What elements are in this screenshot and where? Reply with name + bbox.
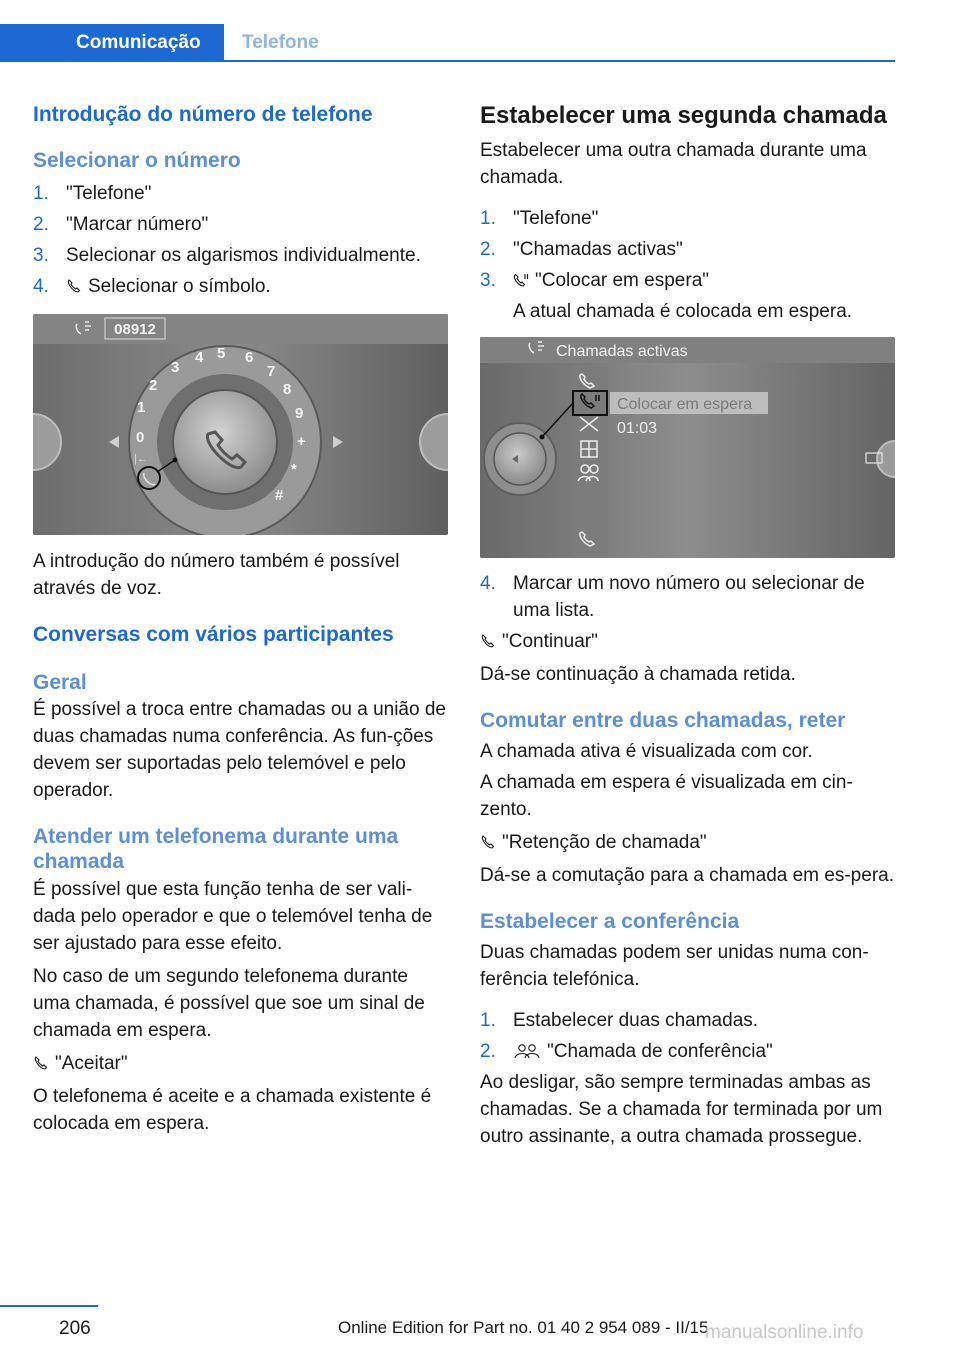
- tab-telefone[interactable]: Telefone: [242, 32, 319, 53]
- svg-text:5[interactable]: 5: [217, 345, 226, 362]
- answer-text-2: No caso de um segundo telefonema durante uma chamada, é possível que soe um sinal de chamada em espera.: [33, 966, 425, 1041]
- list-item: 4. Selecionar o símbolo.: [33, 276, 271, 297]
- subheading-geral: Geral: [33, 671, 87, 694]
- list-item: 1. Estabelecer duas chamadas.: [480, 1010, 759, 1031]
- header-rule: [224, 60, 895, 62]
- toggle-text-2: A chamada em espera é visualizada em cin-zento.: [480, 772, 853, 820]
- svg-text:2[interactable]: 2: [149, 377, 158, 394]
- subheading-toggle-calls: Comutar entre duas chamadas, reter: [480, 709, 846, 732]
- edition-text: Online Edition for Part no. 01 40 2 954 089 - II/15: [338, 1318, 709, 1337]
- subheading-select-number: Selecionar o número: [33, 149, 241, 172]
- svg-text:#[interactable]: #: [275, 487, 284, 504]
- conference-steps: [480, 1007, 896, 1065]
- toggle-text-1: A chamada ativa é visualizada com cor.: [480, 741, 813, 762]
- select-number-steps: [33, 180, 449, 300]
- left-column: [33, 100, 449, 1137]
- conference-end-text: Ao desligar, são sempre terminadas ambas as chamadas. Se a chamada for terminada por um outro assinante, a outra chamada prossegue.: [480, 1072, 883, 1147]
- svg-text:7[interactable]: 7: [267, 363, 276, 380]
- subheading-conference: Estabelecer a conferência: [480, 910, 740, 933]
- active-calls-screenshot: [480, 337, 895, 558]
- section-title-number-entry: Introdução do número de telefone: [33, 103, 373, 126]
- second-call-text: Estabelecer uma outra chamada durante uma chamada.: [480, 140, 867, 188]
- svg-text:6[interactable]: 6: [245, 349, 254, 366]
- list-item: 1. "Telefone": [33, 183, 152, 204]
- list-item: 3. "Colocar em espera" A atual chamada é colocada em espera.: [480, 270, 853, 322]
- menu-item-hold[interactable]: Colocar em espera: [617, 396, 753, 413]
- section-title-multi-party: Conversas com vários participantes: [33, 623, 394, 646]
- conference-icon: [513, 1043, 541, 1059]
- list-item: 2. "Marcar número": [33, 214, 209, 235]
- list-item: 2. "Chamada de conferência": [480, 1041, 773, 1062]
- dial-screen-graphic: [33, 314, 448, 535]
- svg-text:8[interactable]: 8: [283, 381, 292, 398]
- list-item: 3. Selecionar os algarismos individualmente.: [33, 245, 421, 266]
- continue-text: Dá-se continuação à chamada retida.: [480, 664, 796, 685]
- phone-retention-icon: [480, 834, 496, 850]
- phone-handset-icon: [66, 278, 82, 294]
- dialed-number: 08912: [114, 321, 156, 338]
- page-header: [0, 24, 895, 62]
- svg-text:3[interactable]: 3: [171, 359, 180, 376]
- conference-text: Duas chamadas podem ser unidas numa con-ferência telefónica.: [480, 942, 869, 990]
- section-title-second-call: Estabelecer uma segunda chamada: [480, 102, 887, 129]
- svg-text:1[interactable]: 1: [137, 399, 146, 416]
- phone-accept-icon: [33, 1055, 49, 1071]
- svg-text:9[interactable]: 9: [295, 405, 304, 422]
- continue-line: "Continuar": [480, 628, 896, 655]
- accept-line: "Aceitar": [33, 1050, 449, 1077]
- accept-text: O telefonema é aceite e a chamada existente é colocada em espera.: [33, 1086, 432, 1134]
- call-duration: 01:03: [617, 420, 658, 437]
- retention-line: "Retenção de chamada": [480, 829, 896, 856]
- svg-text:4[interactable]: 4: [195, 349, 204, 366]
- dial-screen-screenshot: [33, 314, 448, 535]
- list-item: 1. "Telefone": [480, 208, 599, 229]
- second-call-steps-cont: [480, 570, 896, 624]
- svg-text:+[interactable]: +: [297, 433, 306, 450]
- svg-text:|←: |←: [134, 453, 148, 465]
- retention-text: Dá-se a comutação para a chamada em es-pera.: [480, 865, 894, 886]
- right-column: [480, 100, 896, 1150]
- geral-text: É possível a troca entre chamadas ou a união de duas chamadas numa conferência. As fun-ções devem ser suportadas pelo telemóvel e pelo operador.: [33, 699, 446, 801]
- watermark: manualsonline.info: [705, 1322, 864, 1343]
- second-call-steps: [480, 205, 896, 325]
- list-item: 2. "Chamadas activas": [480, 239, 683, 260]
- phone-hold-icon: [513, 272, 529, 288]
- footer-rule: [0, 1305, 98, 1307]
- answer-text-1: É possível que esta função tenha de ser vali-dada pelo operador e que o telemóvel tenha de ser ajustado para esse efeito.: [33, 879, 433, 954]
- page-number: 206: [59, 1318, 91, 1339]
- svg-text:0[interactable]: 0: [136, 429, 145, 446]
- active-calls-graphic: [480, 337, 895, 558]
- subheading-answer-call: Atender um telefonema durante uma chamada: [33, 825, 399, 873]
- voice-note: A introdução do número também é possível através de voz.: [33, 551, 400, 599]
- list-item: 4. Marcar um novo número ou selecionar de uma lista.: [480, 573, 865, 621]
- svg-text:*[interactable]: *: [291, 461, 297, 478]
- phone-continue-icon: [480, 633, 496, 649]
- active-calls-title: Chamadas activas: [556, 343, 688, 360]
- tab-comunicacao[interactable]: Comunicação: [0, 24, 224, 62]
